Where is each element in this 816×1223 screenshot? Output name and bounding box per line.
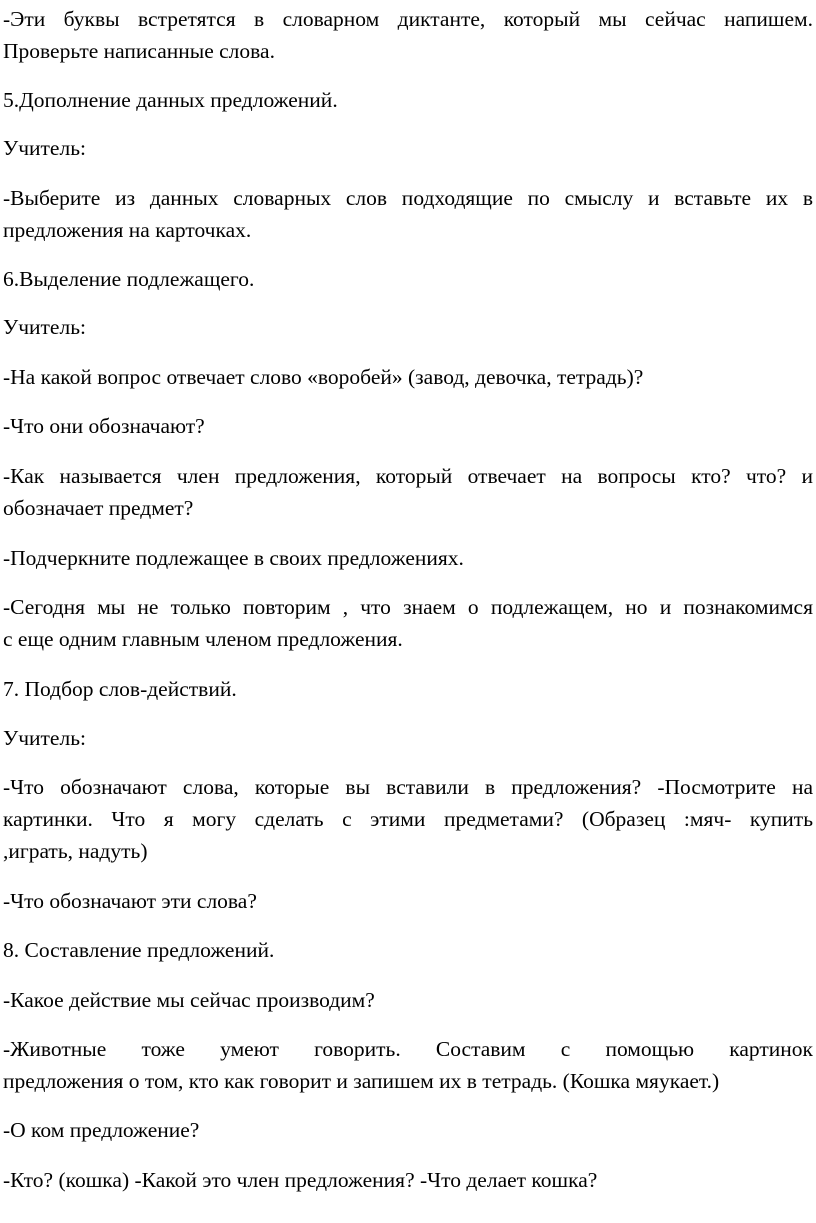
speaker-label: Учитель:: [3, 136, 86, 160]
section-heading: 8. Составление предложений.: [3, 938, 275, 962]
paragraph-line: -Что обозначают слова, которые вы вставили в предложения? -Посмотрите на: [3, 775, 813, 799]
paragraph-line: с еще одним главным членом предложения.: [3, 627, 403, 651]
paragraph-line: -Сегодня мы не только повторим , что знаем о подлежащем, но и познакомимся: [3, 595, 813, 619]
paragraph-line: -Кто? (кошка) -Какой это член предложения? -Что делает кошка?: [3, 1168, 598, 1192]
paragraph-line: -Выберите из данных словарных слов подходящие по смыслу и вставьте их в: [3, 186, 813, 210]
paragraph-line: -Что они обозначают?: [3, 414, 205, 438]
paragraph-line: обозначает предмет?: [3, 496, 194, 520]
paragraph-line: -Животные тоже умеют говорить. Составим с помощью картинок: [3, 1037, 813, 1061]
paragraph-line: -На какой вопрос отвечает слово «воробей» (завод, девочка, тетрадь)?: [3, 365, 644, 389]
paragraph-line: картинки. Что я могу сделать с этими предметами? (Образец :мяч- купить: [3, 807, 813, 831]
paragraph-line: Проверьте написанные слова.: [3, 39, 275, 63]
paragraph-line: ,играть, надуть): [3, 839, 148, 863]
paragraph-line: -О ком предложение?: [3, 1118, 200, 1142]
paragraph-line: предложения на карточках.: [3, 218, 252, 242]
section-heading: 7. Подбор слов-действий.: [3, 677, 237, 701]
section-heading: 6.Выделение подлежащего.: [3, 267, 255, 291]
section-heading: 5.Дополнение данных предложений.: [3, 88, 338, 112]
paragraph-line: -Эти буквы встретятся в словарном диктанте, который мы сейчас напишем.: [3, 7, 813, 31]
paragraph-line: -Как называется член предложения, который отвечает на вопросы кто? что? и: [3, 464, 813, 488]
paragraph-line: -Какое действие мы сейчас производим?: [3, 988, 375, 1012]
speaker-label: Учитель:: [3, 315, 86, 339]
paragraph-line: -Подчеркните подлежащее в своих предложениях.: [3, 546, 464, 570]
paragraph-line: предложения о том, кто как говорит и запишем их в тетрадь. (Кошка мяукает.): [3, 1069, 720, 1093]
paragraph-line: -Что обозначают эти слова?: [3, 889, 257, 913]
speaker-label: Учитель:: [3, 726, 86, 750]
